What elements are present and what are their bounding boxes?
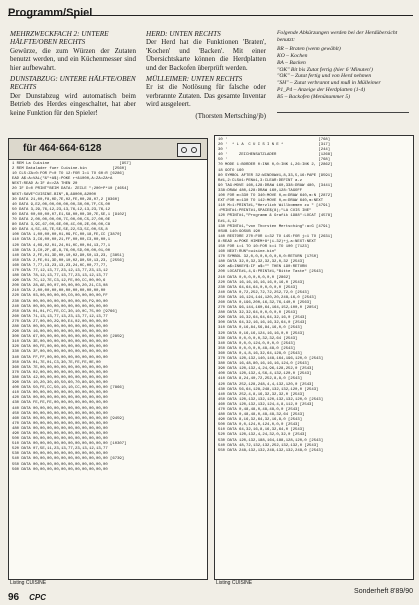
- abbreviation-item: "SH" – Zutat verbrannt und muß in Mülleimer: [277, 80, 381, 87]
- abbreviation-item: P1_P4 – Anzeige der Herdplatten (1-4): [277, 87, 366, 94]
- section-body: Gewürze, die zum Würzen der Zutaten benutzt werden, und ein Küchenmesser sind hier aufbewahrt.: [10, 46, 136, 72]
- article-column-1: [10, 30, 136, 120]
- section-body: Er ist die Notlösung für falsche oder verbrannte Zutaten. Das gesamte Inventar wird ausgeleert.: [146, 83, 266, 109]
- banner-title: für 464·664·6128: [23, 143, 102, 154]
- section-body: Der Herd hat die Funktionen 'Braten', 'Kochen' und 'Backen'. Mit einer Übersichtskarte können die Herdplatten und der Backofen überprüft werden.: [146, 38, 266, 72]
- listing-caption: Listing CUISINE: [10, 580, 47, 586]
- section-heading: HERD: UNTEN RECHTS: [146, 30, 221, 38]
- section-body: Der Dunstabzug wird automatisch beim Betrieb des Herdes eingeschaltet, hat aber keine Funktion für den Spieler!: [10, 91, 136, 117]
- page-footer: [8, 587, 413, 603]
- section-title: Programm/Spiel: [8, 7, 93, 19]
- issue-label: Sonderheft 8'89/90: [354, 588, 413, 595]
- page-header: [8, 3, 413, 19]
- abbreviation-item: KO – Kochen: [277, 52, 308, 59]
- abbreviation-box: [277, 30, 409, 101]
- section-heading: MEHRZWECKFACH 2: UNTERE HÄLFTE/OBEN RECHTS: [10, 30, 109, 47]
- code-listing: 10 ' [768] 20 ' * L A C U I S I N E * [317] 30 ' [244] 40 ' ZEICHENSATZLADER [1268] 50 ' [768] 70 MODE 1:BORDER 0:INK 0,0:INK 1,26:INK 2, [2862] 18 GOTO 160 80 SYMBOL AFTER 32:WINDOW#1,8,33,5,16:PAPE [9591] R#1,2:CLS#1:PEN#1,3:CLEAR:DEFINT a-z 90 TAG:MOVE 160,128:DRAW 160,338:DRAW 480, [3441] 338:DRAW 480,128:DRAW 160,128:TAGOFF 100 FOR m=330 TO 340:MOVE 0,m:DRAW 640,m:N [2872] EXT:FOR m=130 TO 142:MOVE 0,m:DRAW 640,m:NEXT 110 M=1:PRINT#1,"Herzlich Willkommen zu " [4791] :PRINT#1:PRINT#1,SPACE$(8);"LA CUIS INE" 120 PRINT#1,"Programm & Grafik 1988":LOCAT [4578] E#1,4,12 130 PRINT#1,"von Thorsten Mertsching":a=G [4791] 0SUB 140:GOSUB 190 140 RESTORE 270:FOR i=32 TO 145:FOR j=1 TO [2631] 8:READ a:POKE HIMEM+8*(i-32)+j,a:NEXT:NEXT 150 FOR i=1 TO 10:FOR k=1 TO 100 [7123] 160 NEXT:RUN"cuisine.bin" 170 SYMBOL 32,0,0,0,0,0,0,0,0:RETURN [1750] 180 DATA 32,0,32,32,32,32,0,32 [2543] 190 a$=INKEY$:IF a$="" THEN 190:RETURN 200 LOCATE#1,4,9:PRINT#1,"Bitte Taste" [2543] 210 DATA 0,0,0,0,0,0,0,0 [2862] 220 DATA 16,16,16,16,16,0,16,0 [2543] 230 DATA 64,64,64,0,0,0,0,0 [2543] 240 DATA 0,72,252,72,72,252,72,0 [2543] 250 DATA 16,124,144,120,20,248,16,0 [2543] 260 DATA 0,196,200,16,32,76,140,0 [2563] 270 DATA 96,144,160,64,164,152,100,0 [2854] 280 DATA 32,32,64,0,0,0,0,0 [2543] 290 DATA 16,32,64,64,64,32,16,0 [2543] 300 DATA 64,32,16,16,16,32,64,0 [2543] 310 DATA 0,16,84,56,84,16,0,0 [2543] 320 DATA 0,16,16,124,16,16,0,0 [2543] 330 DATA 0,0,0,0,0,32,32,64 [2543] 340 DATA 0,0,0,124,0,0,0,0 [2543] 350 DATA 0,0,0,0,0,48,48,0 [2543] 360 DATA 0,4,8,16,32,64,128,0 [2543] 370 DATA 120,132,140,148,164,196,120,0 [2543] 380 DATA 16,48,80,16,16,16,124,0 [2543] 390 DATA 120,132,4,24,96,128,252,0 [2543] 400 DATA 120,132,4,56,4,132,120,0 [2543] 410 DATA 8,24,40,72,252,8,8,0 [2543] 420 DATA 252,128,248,4,4,132,120,0 [2543] 430 DATA 56,64,128,248,132,132,120,0 [2543] 440 DATA 252,4,8,16,32,32,32,0 [2543] 450 DATA 120,132,132,120,132,132,120,0 [2543] 460 DATA 120,132,132,124,4,8,112,0 [2543] 470 DATA 0,48,48,0,48,48,0,0 [2543] 480 DATA 0,48,48,0,48,48,32,64 [2543] 490 DATA 8,16,32,64,32,16,8,0 [2543] 500 DATA 0,0,124,0,124,0,0,0 [2543] 510 DATA 64,32,16,8,16,32,64,0 [2543] 520 DATA 120,132,4,24,32,0,32,0 [2543] 530 DATA 120,132,188,164,188,128,120,0 [2543] 540 DATA 48,72,132,132,252,132,132,0 [2543] 550 DATA 248,132,132,248,132,132,248,0 [2543]: [218, 138, 333, 453]
- listing-right: [214, 135, 414, 580]
- abbreviation-intro: Folgende Abkürzungen werden bei der Herdübersicht benutzt:: [277, 30, 398, 43]
- section-heading: MÜLLEIMER: UNTEN RECHTS: [146, 75, 243, 84]
- listing-banner: [9, 139, 207, 160]
- author-credit: (Thorsten Mertsching/jb): [195, 111, 266, 120]
- divider: [277, 112, 409, 113]
- magazine-logo: CPC: [29, 593, 47, 602]
- cassette-icon: [177, 143, 201, 157]
- abbreviation-item: BR – Braten (wenn gewählt): [277, 45, 341, 52]
- article-column-2: [146, 30, 266, 123]
- listing-left: [8, 138, 208, 580]
- abbreviation-item: BA – Backen: [277, 59, 306, 66]
- abbreviation-item: "OK" Bit bis Zutat fertig (hier 6 'Minuten'): [277, 66, 373, 73]
- abbreviation-item: "OK" – Zutat fertig und von Herd nehmen: [277, 73, 372, 80]
- page-number: 96: [8, 592, 20, 603]
- listing-caption: Listing CUISINE: [216, 580, 253, 586]
- abbreviation-item: B5 – Backofen (Menünummer 5): [277, 94, 351, 101]
- code-listing: 1 REM La Cuisine [957] 2 REM Datalader fuer Cuisine.bin [2560] 10 CLS:ZA=0:FOR P=0 TO 12:FOR I=1 TO 60:R [6286] EAD A$:A=VAL("&"+A$):POKE r+&1000,A:ZA=ZA+A NEXT:READ A:IF A<>ZA THEN 20 20 IF D=0 PRINT"BEIM DATA: ZEILE ";200+P*10 [4654] NEXT:SAVE"CUISINE.BIN",B,&8000,&2000 30 DATA 21,00,F8,0D,7E,02,FE,00,28,07,2 [8360] 40 DATA 9,E2,00,00,00,00,00,30,00,7F,C5,00 50 DATA 3,29,76,12,23,13,76,12,13,23,76,12 60 DATA 00,00,00,07,E1,58,00,00,30,7E,5E,1 [9102] 70 DATA 2,00,00,00,00,7C,00,00,C5,27,00,0E 80 DATA 3,9C,67,00,6E,00,4C,00,2E,00,00,C8 90 DATA 4,5C,45,7E,5E,5E,22,53,5C,00,55,8 100 DATA 1,00,00,00,01,09,FC,00,18,FE,CC [3870] 110 DATA 3,C6,00,00,21,FF,00,00,C3,00,00,1 120 DATA 4,09,02,01,24,01,0C,00,04,13,77,1 130 DATA 3,C0,2F,4E,8,76,00,5D,00,00,01,00 140 DATA 2,FE,01,3D,00,10,02,90,50,13,23, [3851] 150 DATA 2,FE,01,3D,00,10,02,90,50,13,23, [2556] 160 DATA 7,77,13,23,13,23,24,0C,00,77,77, 170 DATA 77,12,13,77,23,12,13,77,23,13,12 180 DATA 78,12,13,77,13,77,23,13,12,13,77 190 DATA 7C,12,7E,C3,12,FE,00,CC,00,00,6 200 DATA 28,AE,00,07,00,00,00,20,21,C3,08 210 DATA 2,00,00,00,00,00,00,00,00,00,00 220 DATA 03,00,00,00,00,C0,00,00,00,00,FF 230 DATA 00,00,00,00,00,00,00,00,F9,00,00 240 DATA 00,00,00,00,00,00,00,00,00,00,00 250 DATA 01,01,FC,FE,CC,30,10,0C,75,00 [9766] 260 DATA 71,13,13,77,13,23,13,77,12,13,77 270 DATA 27,00,00,29,00,E4,02,00,00,00,00 280 DATA 00,00,00,00,00,00,00,00,00,00,00 290 DATA 16,00,00,00,00,00,00,00,00,00,00 300 DATA 67,00,00,00,00,00,00,00,00,00,00 [2859] 310 DATA 3E,00,00,00,00,00,00,00,00,00,00 320 DATA 00,FE,00,00,00,00,00,00,00,00,00 330 DATA 3F,00,00,00,00,00,00,00,00,00,00 340 DATA FF,FF,00,00,00,00,00,00,00,00,00 350 DATA 01,7E,01,C3,30,7E,FE,FE,0E,00 360 DATA 7E,00,00,00,00,00,00,00,00,00,00 370 DATA 02,00,00,00,00,00,00,00,00,00,00 380 DATA 42,00,00,00,00,00,00,00,00,00,00 390 DATA 10,20,30,40,50,60,70,80,90,00,00 400 DATA 50,FE,CC,50,10,10,CC,00,00,00,00 [7866] 410 DATA 00,00,00,00,00,00,00,00,00,00,00 420 DATA 00,00,00,00,00,00,00,00,00,00,00 430 DATA FE,FE,FE,00,00,00,00,00,00,00,00 440 DATA 00,00,00,00,00,00,00,00,00,00,00 450 DATA 00,00,00,00,00,00,00,00,00,00,00 460 DATA 00,00,00,00,00,00,00,00,00,00,00 [9459] 470 DATA 00,00,00,00,00,00,00,00,00,00,00 480 DATA 00,00,00,00,00,00,00,00,00,00,00 490 DATA 00,00,00,00,00,00,00,00,00,00,00 500 DATA 00,00,00,00,00,00,00,00,00,00,00 510 DATA 00,00,00,00,00,00,00,00,00,00,00 [10307] 520 DATA 07,5E,11,23,13,77,23,13,12,13,77 530 DATA 00,00,00,00,00,00,00,00,00,00,00 540 DATA 00,00,00,00,00,00,00,00,00,00,00 [6739] 550 DATA 00,00,00,00,00,00,00,00,00,00,00 560 DATA 00,00,00,00,00,00,00,00,00,00,00: [12, 162, 132, 472]
- section-heading: DUNSTABZUG: UNTERE HÄLFTE/OBEN RECHTS: [10, 75, 136, 92]
